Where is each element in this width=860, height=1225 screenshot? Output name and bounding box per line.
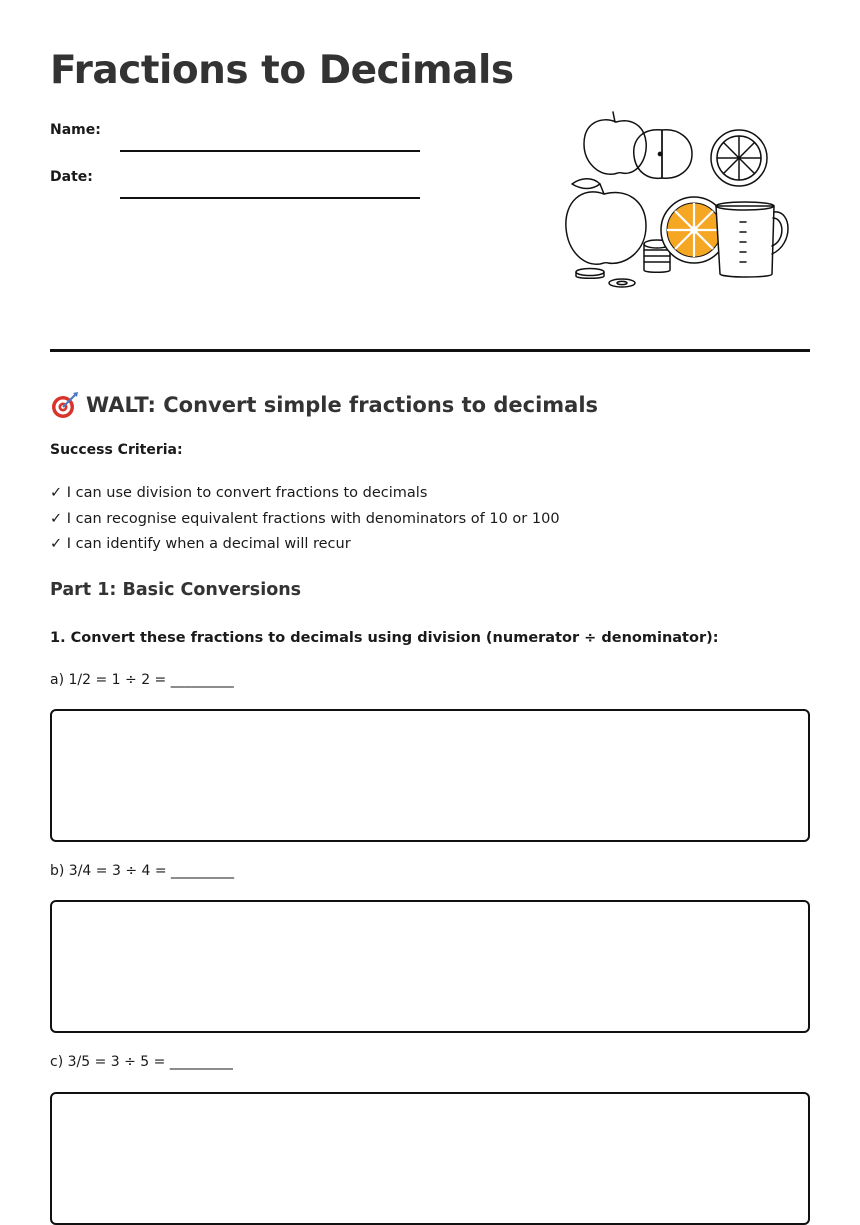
question-item-c: c) 3/5 = 3 ÷ 5 = _________	[50, 1054, 233, 1070]
answer-box-a[interactable]	[50, 709, 810, 842]
name-field-row	[50, 122, 420, 138]
answer-box-c[interactable]	[50, 1092, 810, 1225]
answer-box-b[interactable]	[50, 900, 810, 1033]
success-criteria-list	[50, 483, 560, 560]
fruit-and-measuring-jug-illustration	[560, 110, 800, 295]
section-divider	[50, 349, 810, 352]
question-title: 1. Convert these fractions to decimals using division (numerator ÷ denominator):	[50, 630, 719, 646]
walt-heading	[50, 390, 598, 420]
criteria-item: ✓ I can identify when a decimal will recur	[50, 536, 351, 552]
part-title: Part 1: Basic Conversions	[50, 580, 302, 600]
question-item-a: a) 1/2 = 1 ÷ 2 = _________	[50, 672, 234, 688]
criteria-item: ✓ I can use division to convert fractions to decimals	[50, 485, 428, 501]
date-write-line[interactable]	[120, 196, 420, 199]
criteria-item: ✓ I can recognise equivalent fractions with denominators of 10 or 100	[50, 510, 560, 527]
date-field-row	[50, 169, 420, 185]
walt-text: WALT: Convert simple fractions to decimals	[86, 393, 599, 417]
date-label: Date:	[50, 169, 93, 185]
success-criteria-title: Success Criteria:	[50, 442, 183, 458]
name-label: Name:	[50, 122, 101, 138]
page-title: Fractions to Decimals	[50, 48, 514, 93]
question-item-b: b) 3/4 = 3 ÷ 4 = _________	[50, 863, 235, 879]
name-write-line[interactable]	[120, 149, 420, 152]
target-dart-icon	[50, 390, 80, 420]
